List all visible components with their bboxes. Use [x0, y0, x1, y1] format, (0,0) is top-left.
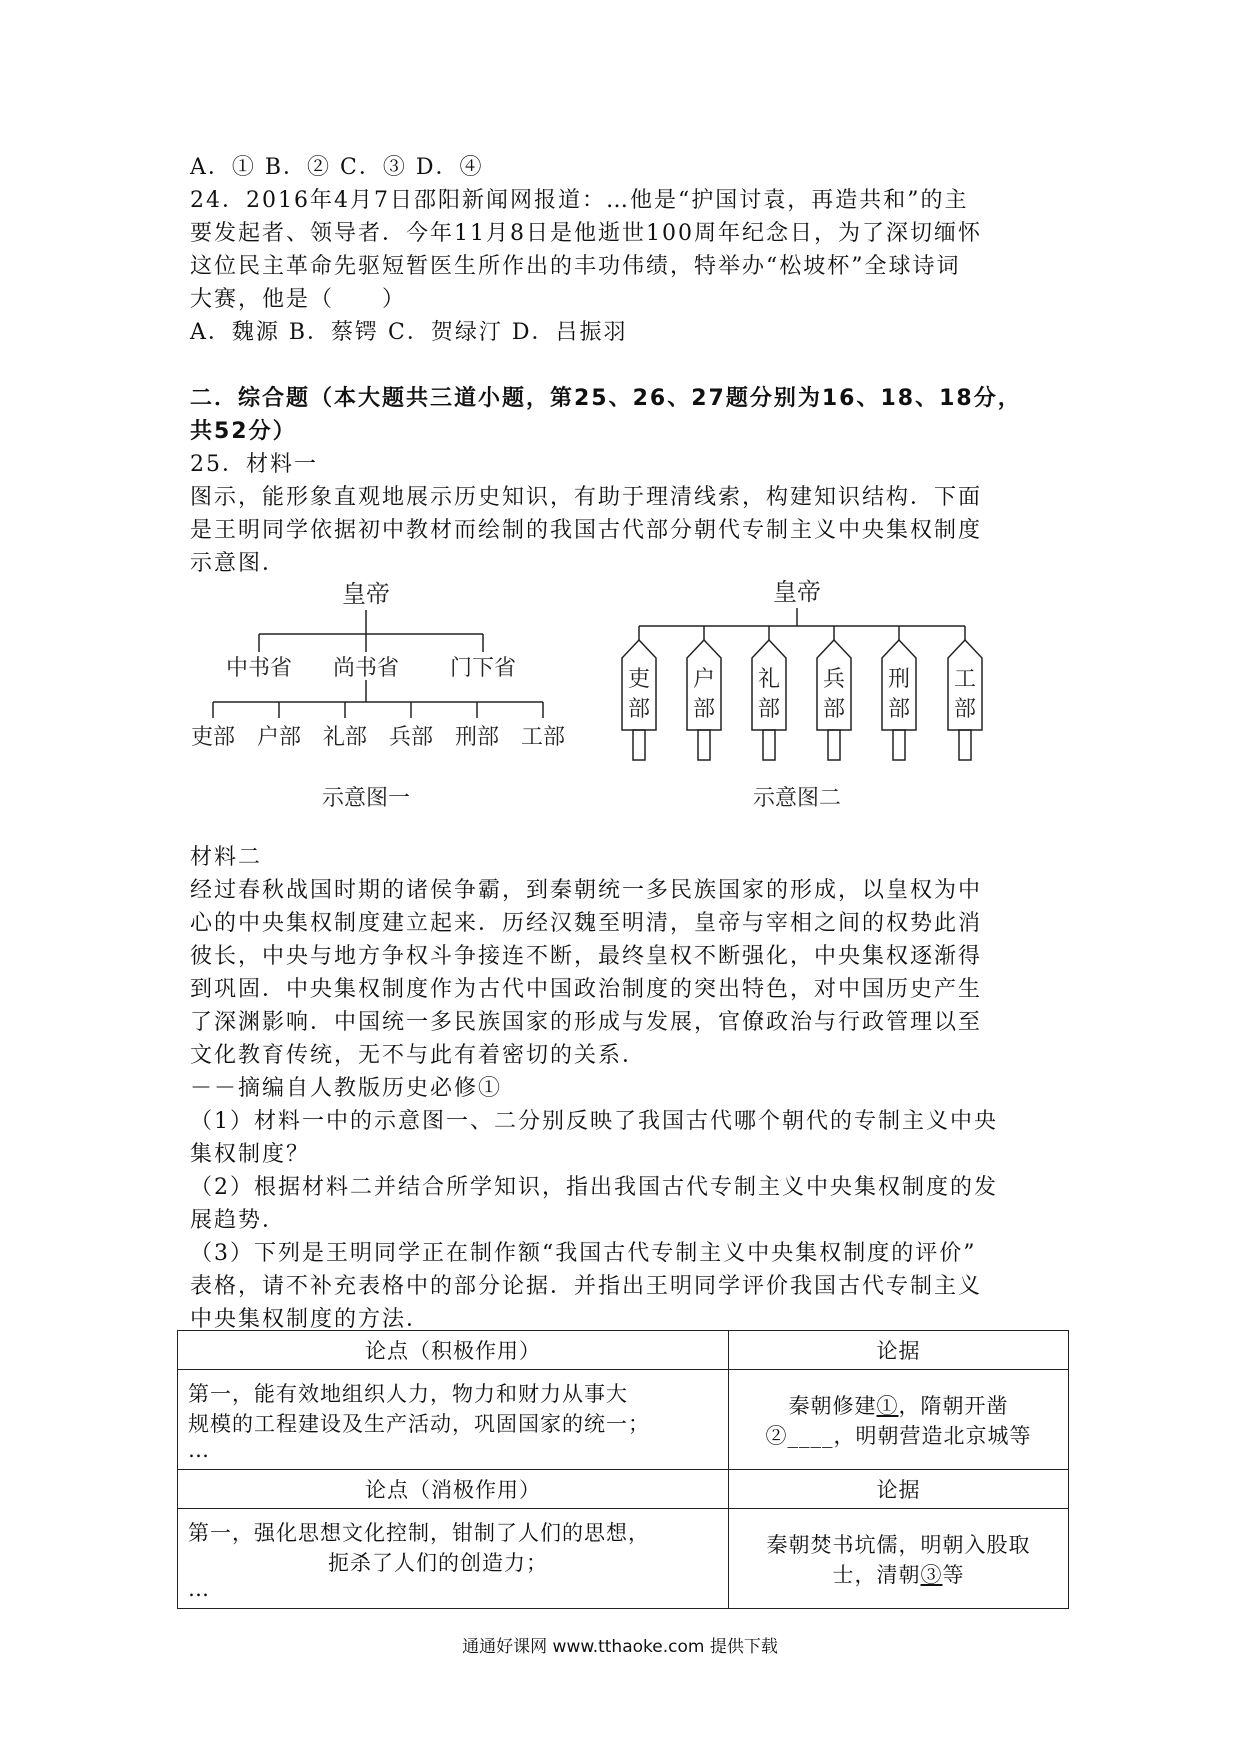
- q25-material1-line-1: 图示，能形象直观地展示历史知识，有助于理清线索，构建知识结构．下面: [190, 485, 983, 510]
- q25-material2-line-2: 心的中央集权制度建立起来．历经汉魏至明清，皇帝与宰相之间的权势此消: [190, 911, 983, 936]
- q25-material1-line-3: 示意图．: [190, 551, 287, 576]
- positive-argument-line-3: …: [188, 1437, 210, 1462]
- diagram1-middle-3: 门下省: [449, 656, 517, 681]
- header-evidence-negative: 论据: [729, 1470, 1069, 1509]
- q25-material2-line-1: 经过春秋战国时期的诸侯争霸，到秦朝统一多民族国家的形成，以皇权为中: [190, 878, 983, 903]
- diagram2-emperor: 皇帝: [773, 578, 821, 606]
- q23-options: A．① B．② C．③ D．④: [190, 155, 484, 180]
- diagram1-bottom-2: 户部: [256, 725, 302, 750]
- positive-evidence-text-1: 秦朝修建: [788, 1393, 877, 1418]
- q25-question-line-2: 集权制度？: [190, 1142, 311, 1167]
- diagram2-caption: 示意图二: [752, 786, 842, 811]
- q24-line-1: 24．2016年4月7日邵阳新闻网报道：…他是“护国讨袁，再造共和”的主: [190, 188, 969, 213]
- header-negative: 论点（消极作用）: [178, 1470, 729, 1509]
- header-positive: 论点（积极作用）: [178, 1331, 729, 1370]
- diagram2-tag-3-b: 部: [757, 697, 781, 722]
- diagram1-caption: 示意图一: [321, 786, 411, 811]
- footer-source: 通通好课网 www.tthaoke.com 提供下载: [462, 1637, 778, 1657]
- negative-evidence-text-2: 士，清朝: [832, 1562, 921, 1587]
- diagram2-tag-2-b: 部: [692, 697, 716, 722]
- diagram-one: [185, 572, 585, 812]
- diagram2-tag-1-b: 部: [627, 697, 651, 722]
- q24-line-4: 大赛，他是（ ）: [190, 287, 407, 312]
- negative-evidence-cell: [729, 1509, 1069, 1609]
- q24-line-2: 要发起者、领导者．今年11月8日是他逝世100周年纪念日，为了深切缅怀: [190, 221, 982, 246]
- diagram1-middle-1: 中书省: [225, 656, 293, 681]
- diagram2-tag-6-a: 工: [953, 667, 977, 692]
- blank-3: ③: [920, 1562, 943, 1587]
- diagram2-tag-5-b: 部: [887, 697, 911, 722]
- q25-material2-title: 材料二: [190, 845, 263, 870]
- diagram2-tag-4-b: 部: [822, 697, 846, 722]
- diagram1-bottom-3: 礼部: [322, 725, 368, 750]
- negative-argument-line-2: 扼杀了人们的创造力；: [328, 1550, 548, 1575]
- q25-material1-title: 25．材料一: [190, 452, 318, 477]
- diagram2-tag-4-a: 兵: [822, 667, 846, 692]
- q25-material2-line-5: 了深渊影响．中国统一多民族国家的形成与发展，官僚政治与行政管理以至: [190, 1010, 983, 1035]
- q25-source: －－摘编自人教版历史必修①: [190, 1076, 503, 1101]
- blank-2: ②____: [765, 1423, 834, 1448]
- negative-argument-cell: [178, 1509, 729, 1609]
- negative-evidence-text-1: 秦朝焚书坑儒，明朝入股取: [766, 1532, 1031, 1557]
- q25-question-line-4: 展趋势．: [190, 1208, 287, 1233]
- positive-argument-line-1: 第一，能有效地组织人力，物力和财力从事大: [188, 1381, 628, 1406]
- header-evidence-positive: 论据: [729, 1331, 1069, 1370]
- diagram1-bottom-6: 工部: [520, 725, 566, 750]
- positive-evidence-cell: [729, 1370, 1069, 1470]
- q25-question-line-1: （1）材料一中的示意图一、二分别反映了我国古代哪个朝代的专制主义中央: [190, 1109, 998, 1134]
- evaluation-table: [177, 1330, 1069, 1609]
- diagram2-tag-5-a: 刑: [887, 667, 911, 692]
- q25-question-line-3: （2）根据材料二并结合所学知识，指出我国古代专制主义中央集权制度的发: [190, 1175, 998, 1200]
- blank-1: ①: [876, 1393, 899, 1418]
- positive-argument-cell: [178, 1370, 729, 1470]
- diagram1-bottom-1: 吏部: [190, 725, 236, 750]
- positive-argument-line-2: 规模的工程建设及生产活动，巩固国家的统一；: [188, 1411, 650, 1436]
- diagram1-bottom-4: 兵部: [388, 725, 434, 750]
- positive-evidence-text-3: ，明朝营造北京城等: [833, 1423, 1032, 1448]
- q25-question-line-5: （3）下列是王明同学正在制作额“我国古代专制主义中央集权制度的评价”: [190, 1241, 977, 1266]
- q25-material2-line-3: 彼长，中央与地方争权斗争接连不断，最终皇权不断强化，中央集权逐渐得: [190, 944, 983, 969]
- q25-material2-line-4: 到巩固．中央集权制度作为古代中国政治制度的突出特色，对中国历史产生: [190, 977, 983, 1002]
- diagram2-tag-3-a: 礼: [757, 667, 781, 692]
- diagram1-middle-2: 尚书省: [332, 656, 400, 681]
- diagram2-tag-6-b: 部: [953, 697, 977, 722]
- q24-line-3: 这位民主革命先驱短暂医生所作出的丰功伟绩，特举办“松坡杯”全球诗词: [190, 254, 961, 279]
- q25-question-line-7: 中央集权制度的方法．: [190, 1307, 431, 1332]
- q25-material1-line-2: 是王明同学依据初中教材而绘制的我国古代部分朝代专制主义中央集权制度: [190, 518, 983, 543]
- diagram-two: [612, 568, 992, 813]
- section2-title-line-2: 共52分）: [190, 419, 297, 444]
- section2-title-line-1: 二．综合题（本大题共三道小题，第25、26、27题分别为16、18、18分，: [190, 386, 1022, 411]
- negative-evidence-text-3: 等: [942, 1562, 965, 1587]
- q25-material2-line-6: 文化教育传统，无不与此有着密切的关系．: [190, 1043, 647, 1068]
- diagram1-emperor: 皇帝: [342, 580, 390, 608]
- diagram2-tag-1-a: 吏: [627, 667, 651, 692]
- negative-argument-line-1: 第一，强化思想文化控制，钳制了人们的思想，: [188, 1520, 650, 1545]
- diagram2-tag-2-a: 户: [692, 667, 716, 692]
- positive-evidence-text-2: ，隋朝开凿: [898, 1393, 1009, 1418]
- diagram1-bottom-5: 刑部: [454, 725, 500, 750]
- q25-question-line-6: 表格，请不补充表格中的部分论据．并指出王明同学评价我国古代专制主义: [190, 1274, 983, 1299]
- negative-argument-line-3: …: [188, 1576, 210, 1601]
- q24-options: A．魏源 B．蔡锷 C．贺绿汀 D．吕振羽: [190, 320, 628, 345]
